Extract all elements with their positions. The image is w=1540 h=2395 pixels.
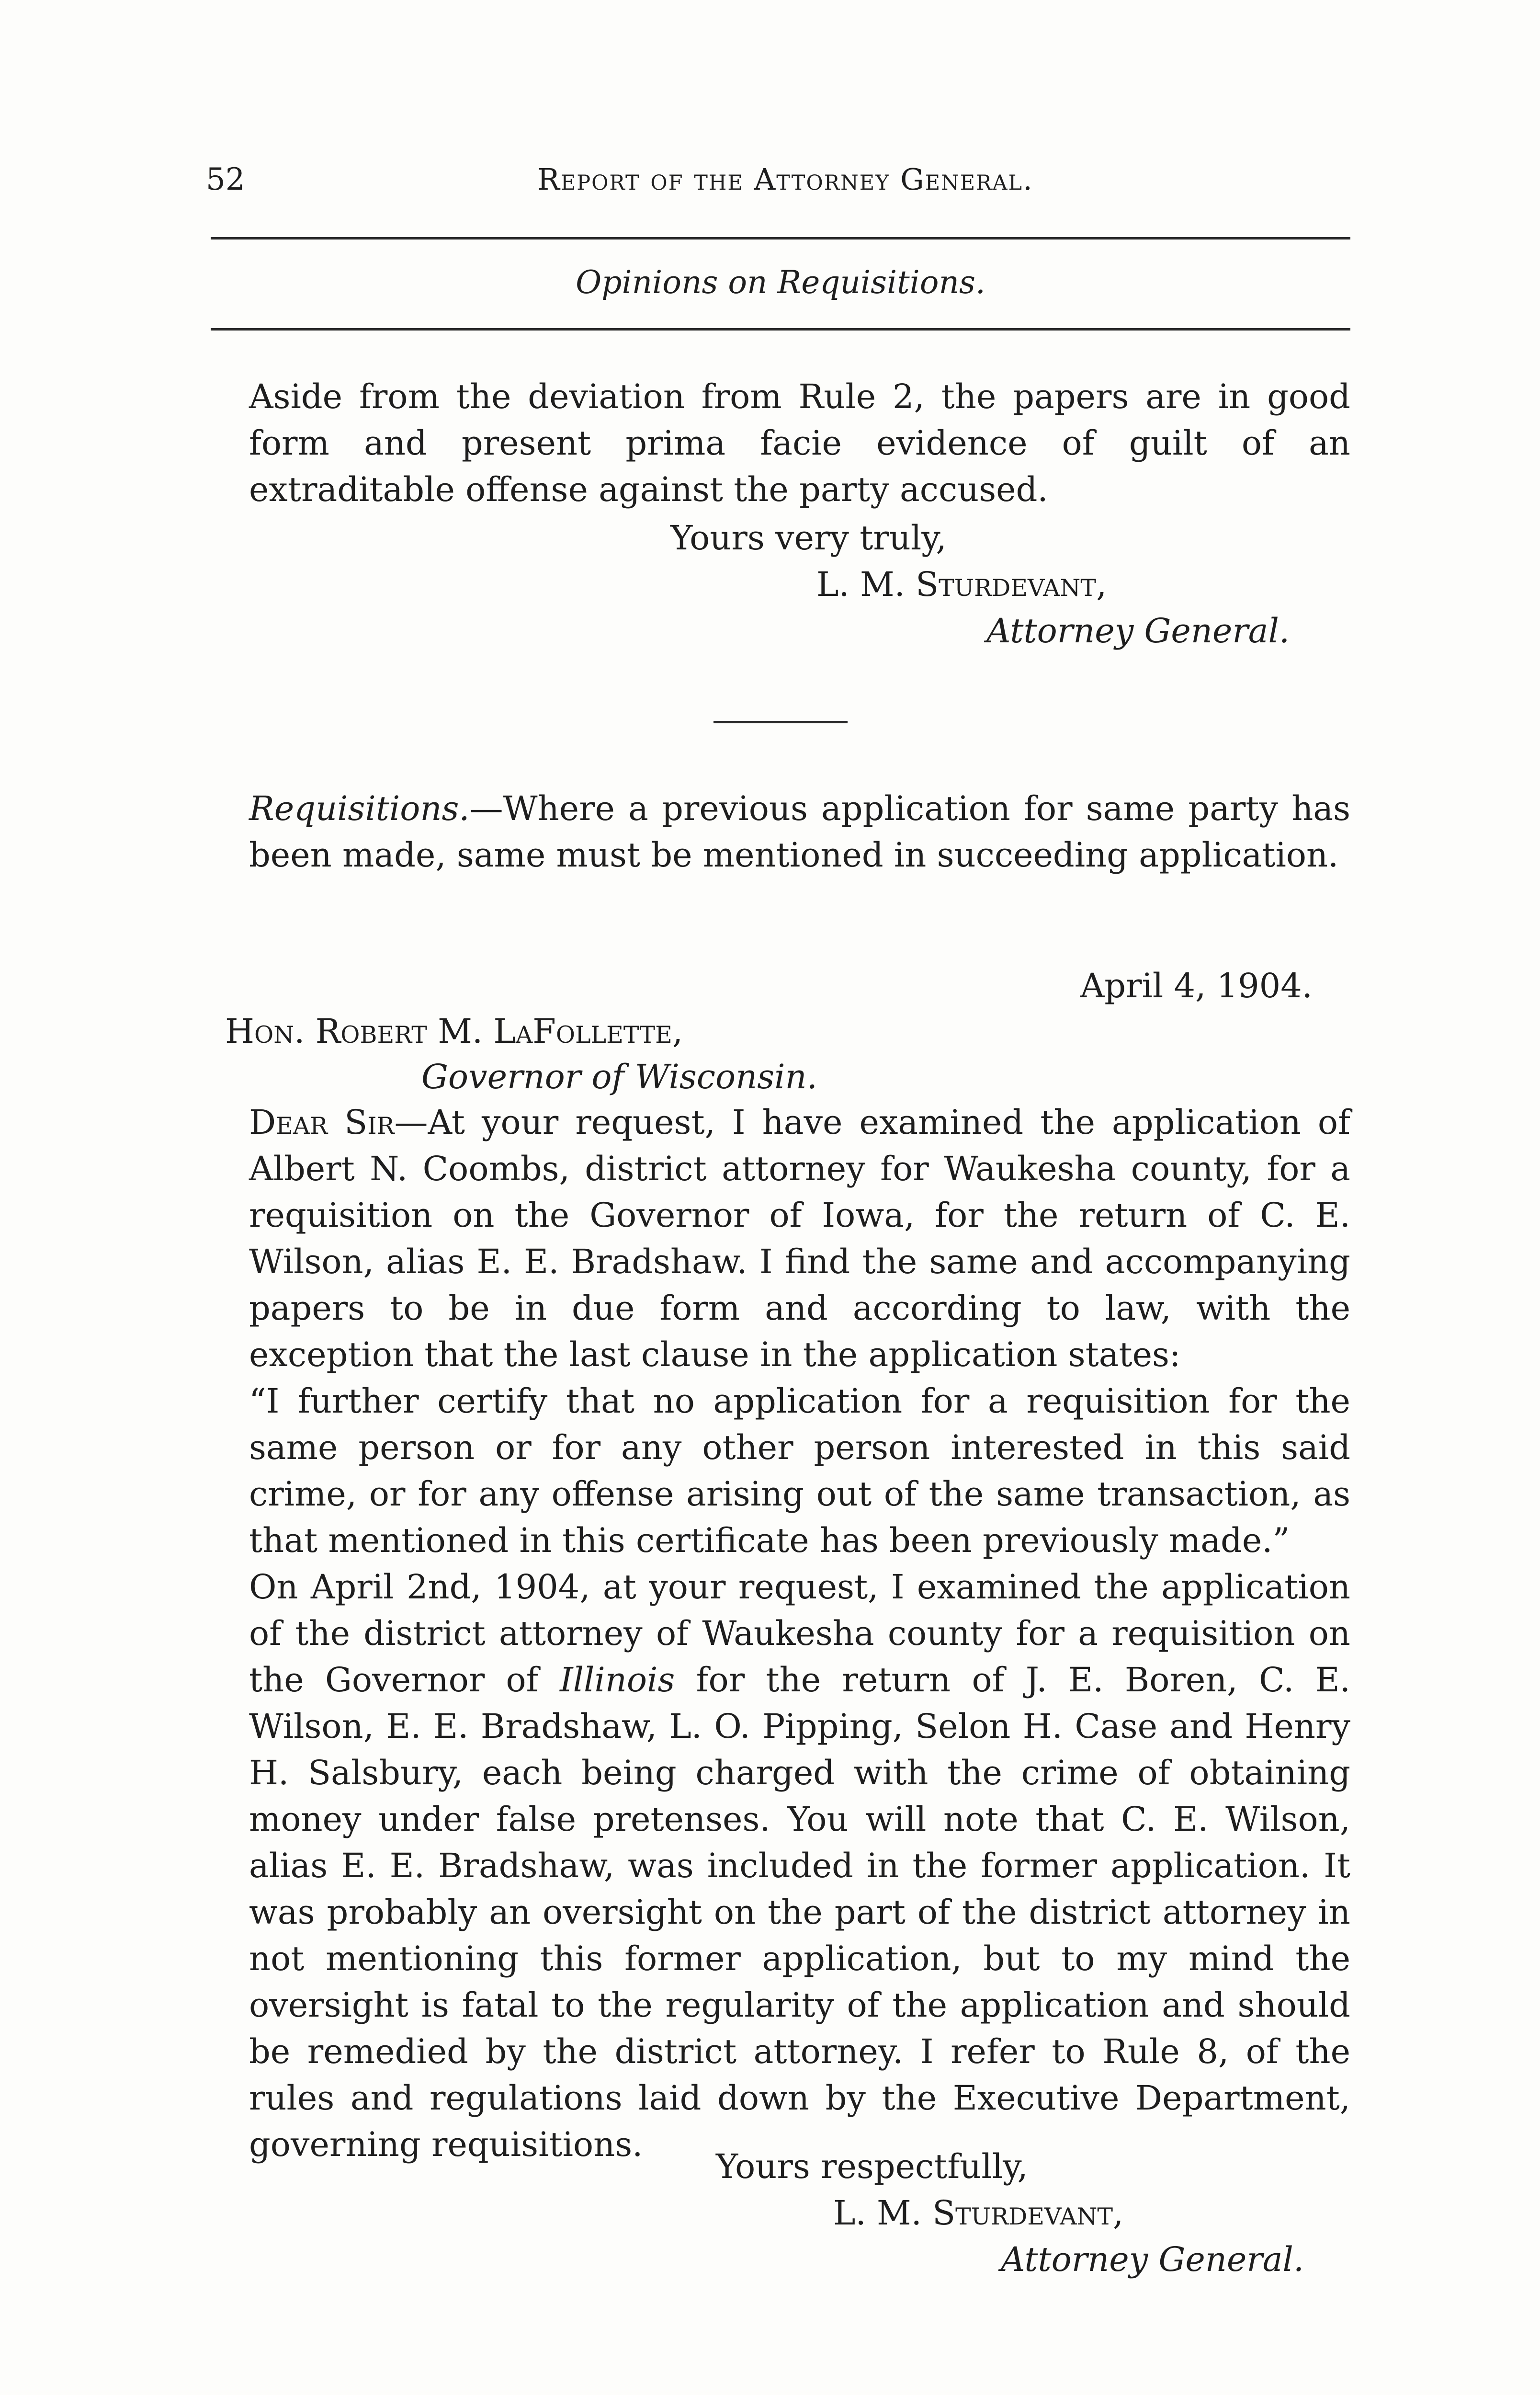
opinion2-signature-title: Attorney General.	[1001, 2240, 1304, 2279]
opinion2-closing: Yours respectfully,	[716, 2147, 1028, 2186]
letter-paragraph-2	[249, 1564, 1350, 2168]
header-rule-bottom	[211, 328, 1350, 331]
opinion1-closing: Yours very truly,	[670, 518, 947, 558]
opinion1-paragraph: Aside from the deviation from Rule 2, the papers are in good form and present prima facie evidence of guilt of an extraditable offense against the party accused.	[249, 377, 1350, 509]
paragraph-2-text-a: On April 2nd, 1904, at your request, I examined the application of the district attorney of Waukesha county for a requisition on the Governor of	[249, 1567, 1350, 1699]
paragraph-2-text-b: for the return of J. E. Boren, C. E. Wilson, E. E. Bradshaw, L. O. Pipping, Selon H. Case and Henry H. Salsbury, each being charged with the crime of obtaining money under false pretenses. You will note that C. E. Wilson, alias E. E. Bradshaw, was included in the former application. It was probably an oversight on the part of the district attorney in not mentioning this former application, but to my mind the oversight is fatal to the regularity of the application and should be remedied by the district attorney. I refer to Rule 8, of the rules and regulations laid down by the Executive Department, governing requisitions.	[249, 1660, 1350, 2164]
headnote-text: —Where a previous application for same party has been made, same must be mentioned in succeeding application.	[249, 789, 1350, 875]
letter-body	[249, 1099, 1350, 2168]
paragraph-2-state: Illinois	[559, 1660, 675, 1699]
letter-date: April 4, 1904.	[1080, 966, 1313, 1005]
letter-quote: “I further certify that no application for a requisition for the same person or for any other person interested in this said crime, or for any offense arising out of the same transaction, as that mentioned in this certificate has been previously made.”	[249, 1381, 1350, 1560]
headnote-label: Requisitions.	[249, 789, 470, 828]
opinion1-signature-title: Attorney General.	[986, 611, 1290, 650]
opinion1-signature-name: L. M. Sturdevant,	[816, 565, 1107, 604]
page-header	[206, 153, 1365, 206]
paragraph-1-text: —At your request, I have examined the application of Albert N. Coombs, district attorney for Waukesha county, for a requisition on the Governor of Iowa, for the return of C. E. Wilson, alias E. E. Bradshaw. I find the same and accompanying papers to be in due form and according to law, with the exception that the last clause in the application states:	[249, 1103, 1350, 1374]
opinion2-signature-name: L. M. Sturdevant,	[833, 2193, 1124, 2233]
section-divider	[713, 721, 848, 723]
header-rule-top	[211, 237, 1350, 240]
running-title: Report of the Attorney General.	[537, 162, 1033, 197]
page-number: 52	[206, 162, 245, 197]
addressee-name: Hon. Robert M. LaFollette,	[225, 1012, 683, 1051]
section-heading: Opinions on Requisitions.	[576, 264, 985, 301]
salutation: Dear Sir	[249, 1103, 395, 1142]
opinion2-headnote	[249, 786, 1350, 878]
opinion1-body	[249, 374, 1350, 513]
letter-paragraph-1	[249, 1099, 1350, 1378]
addressee-title: Governor of Wisconsin.	[421, 1057, 817, 1096]
